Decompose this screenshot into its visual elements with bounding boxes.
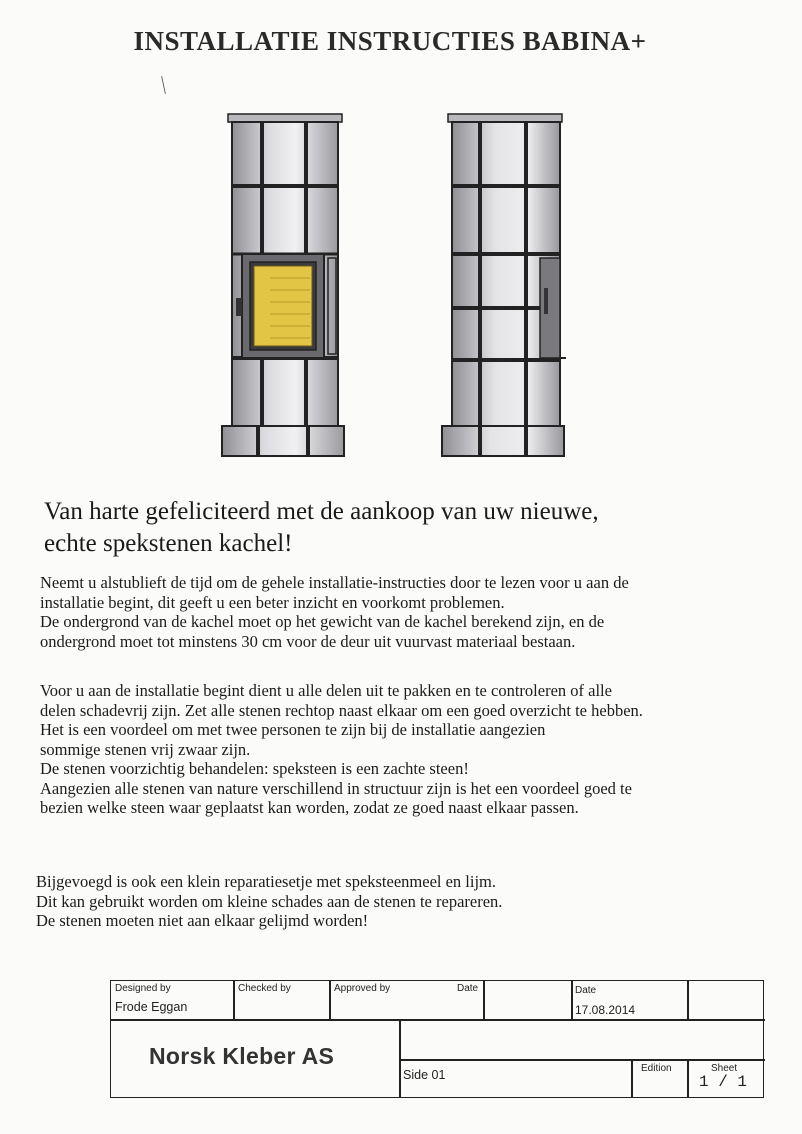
date-label: Date [457, 983, 479, 994]
paragraph-repair-kit [36, 872, 502, 931]
text-line: Bijgevoegd is ook een klein reparatiesetje met speksteenmeel en lijm. [36, 872, 497, 891]
designed-by-label: Designed by [115, 983, 171, 994]
text-line: De stenen moeten niet aan elkaar gelijmd worden! [36, 911, 369, 930]
designed-by-value: Frode Eggan [115, 1000, 188, 1014]
sheet-label: Sheet [711, 1063, 738, 1074]
text-line: ondergrond moet tot minstens 30 cm voor de deur uit vuurvast materiaal bestaan. [40, 631, 576, 651]
approved-by-label: Approved by [334, 983, 391, 994]
text-line: De ondergrond van de kachel moet op het gewicht van de kachel berekend zijn, en de [40, 612, 605, 631]
text-line: Aangezien alle stenen van nature verschillend in structuur zijn is het een voordeel goed te [40, 778, 632, 798]
paragraph-unpacking [40, 681, 643, 818]
side-number: Side 01 [403, 1068, 446, 1082]
text-line: bezien welke steen waar geplaatst kan worden, zodat ze goed naast elkaar passen. [40, 798, 579, 817]
text-line: Dit kan gebruikt worden om kleine schades aan de stenen te repareren. [36, 891, 503, 911]
paragraph-preparation [40, 573, 629, 651]
sheet-value: 1 / 1 [699, 1073, 748, 1091]
stove-front-view [218, 108, 348, 460]
date-value: 17.08.2014 [575, 1003, 636, 1017]
congratulation-heading [44, 496, 764, 560]
text-line: sommige stenen vrij zwaar zijn. [40, 739, 251, 759]
title-block [110, 980, 764, 1098]
pen-mark [161, 76, 166, 94]
checked-by-label: Checked by [238, 983, 291, 994]
document-title: INSTALLATIE INSTRUCTIES BABINA+ [133, 26, 647, 56]
text-line: Neemt u alstublieft de tijd om de gehele installatie-instructies door te lezen voor u aan de [40, 573, 629, 592]
date-label: Date [575, 985, 597, 996]
text-line: De stenen voorzichtig behandelen: speksteen is een zachte steen! [40, 759, 469, 778]
heading-line: echte spekstenen kachel! [44, 530, 293, 557]
edition-label: Edition [641, 1063, 672, 1074]
text-line: Het is een voordeel om met twee personen te zijn bij de installatie aangezien [40, 720, 546, 739]
text-line: installatie begint, dit geeft u een beter inzicht en voorkomt problemen. [40, 592, 505, 612]
text-line: delen schadevrij zijn. Zet alle stenen rechtop naast elkaar om een goed overzicht te hebben. [40, 700, 643, 720]
company-name: Norsk Kleber AS [149, 1043, 335, 1069]
stove-side-view [440, 108, 570, 460]
text-line: Voor u aan de installatie begint dient u alle delen uit te pakken en te controleren of alle [40, 681, 612, 700]
heading-line: Van harte gefeliciteerd met de aankoop van uw nieuwe, [44, 498, 599, 525]
